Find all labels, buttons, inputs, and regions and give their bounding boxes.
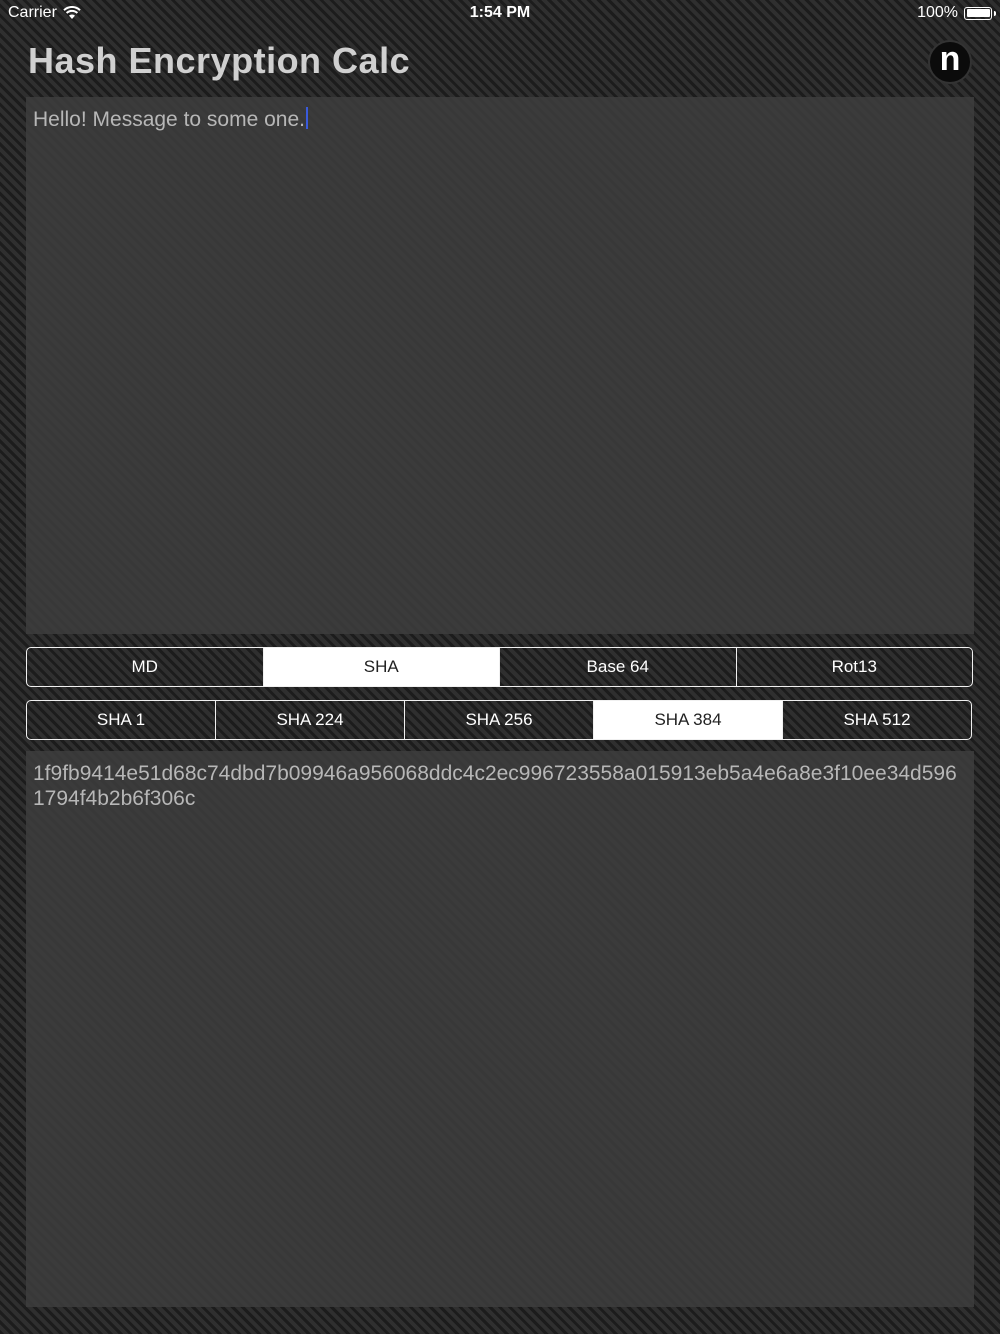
hash-output-text: 1f9fb9414e51d68c74dbd7b09946a956068ddc4c2ec996723558a015913eb5a4e6a8e3f10ee34d5961794f4b2b6f306c (33, 762, 957, 810)
segment-family-md[interactable]: MD (131, 657, 158, 676)
carrier-label: Carrier (8, 4, 57, 21)
status-time: 1:54 PM (469, 4, 531, 21)
segment-variant-sha-224[interactable]: SHA 224 (215, 701, 404, 739)
algorithm-family-control (26, 647, 973, 687)
segment-variant-sha-512[interactable]: SHA 512 (782, 701, 971, 739)
segment-family-sha[interactable]: SHA (263, 648, 500, 686)
algorithm-variant-control (26, 700, 972, 740)
segment-family-rot13[interactable]: Rot13 (736, 648, 973, 686)
logo-button[interactable] (928, 40, 972, 84)
status-right (917, 4, 992, 22)
app-title: Hash Encryption Calc (28, 40, 411, 81)
message-input-text: Hello! Message to some one. (33, 108, 305, 131)
hash-output[interactable] (26, 751, 974, 1307)
battery-icon (964, 7, 992, 20)
segment-variant-sha-256[interactable]: SHA 256 (404, 701, 593, 739)
battery-percent: 100% (917, 4, 958, 21)
segment-variant-sha-1[interactable]: SHA 1 (96, 710, 146, 729)
status-bar (0, 0, 1000, 28)
message-input[interactable] (26, 97, 974, 634)
text-caret (306, 107, 308, 129)
segment-family-base-64[interactable]: Base 64 (499, 648, 736, 686)
segment-variant-sha-384[interactable]: SHA 384 (593, 701, 782, 739)
logo-letter: n (939, 40, 961, 78)
